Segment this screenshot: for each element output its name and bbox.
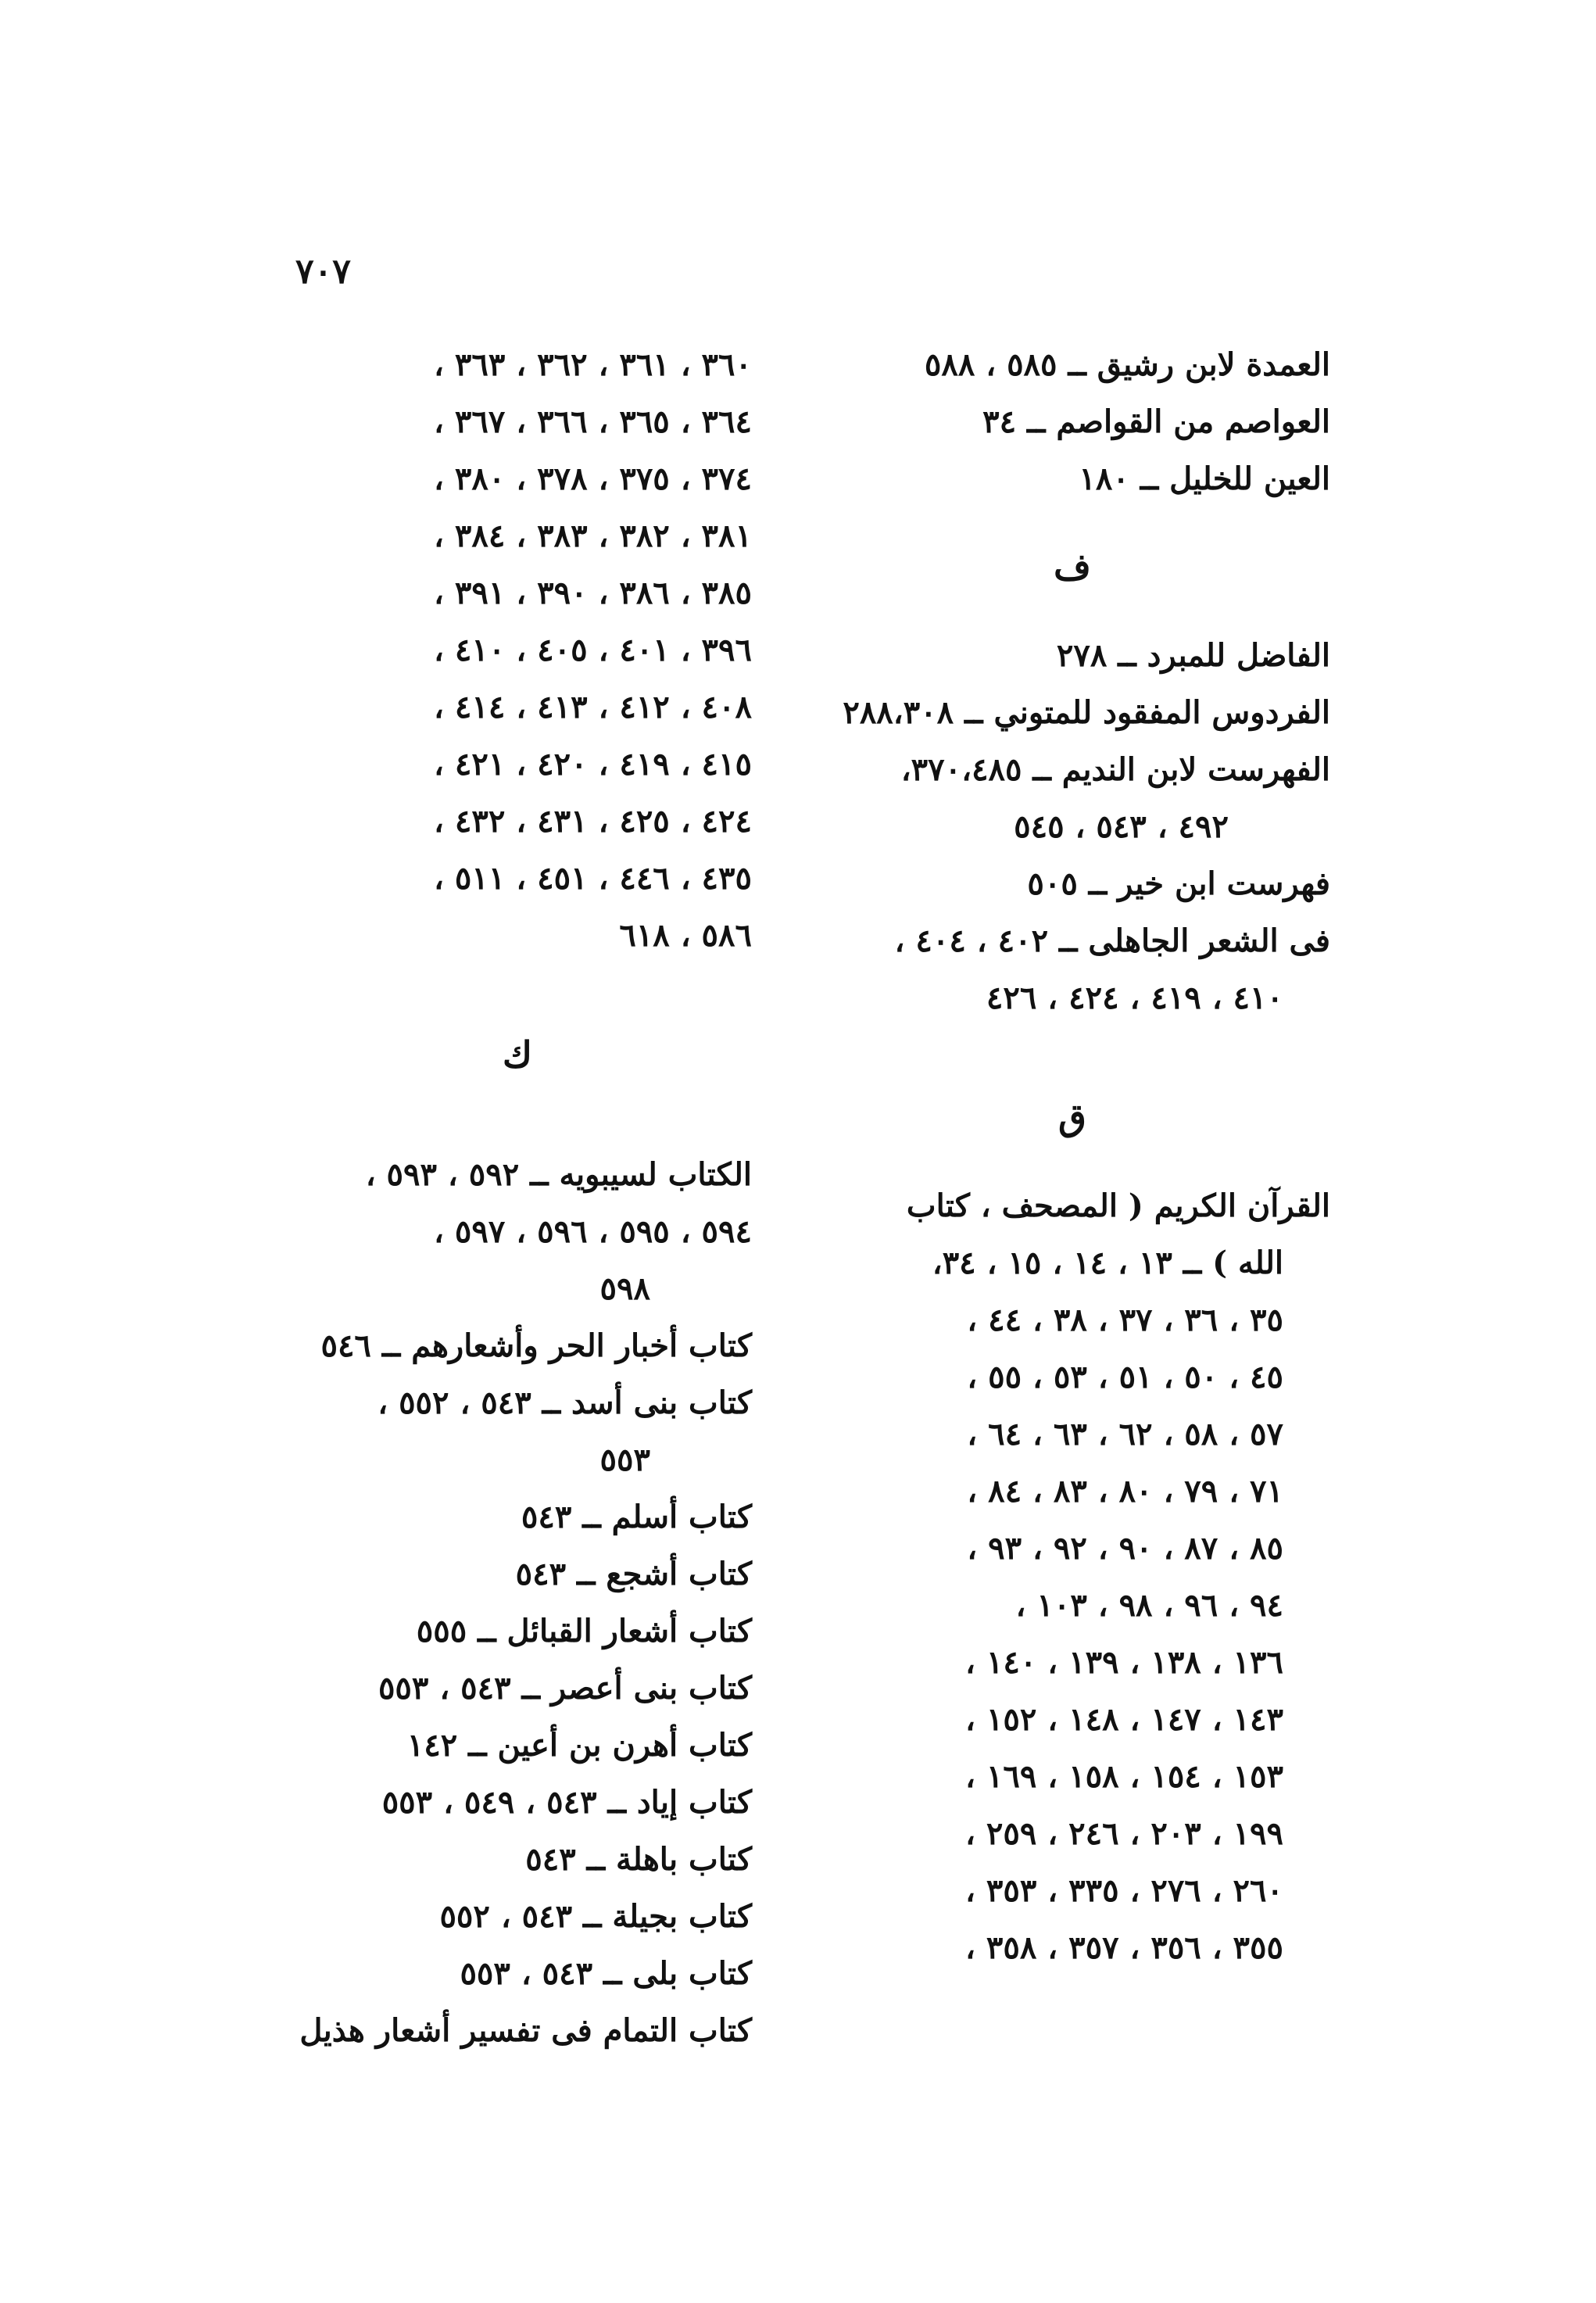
index-entry-continuation: ٣٩٦ ، ٤٠١ ، ٤٠٥ ، ٤١٠ ،: [434, 632, 752, 668]
index-entry-continuation: ٤٠٨ ، ٤١٢ ، ٤١٣ ، ٤١٤ ،: [434, 689, 752, 725]
index-entry: فى الشعر الجاهلى ــ ٤٠٢ ، ٤٠٤ ،: [894, 922, 1330, 959]
index-entry-continuation: ٥٧ ، ٥٨ ، ٦٢ ، ٦٣ ، ٦٤ ،: [967, 1416, 1283, 1452]
index-entry: الفهرست لابن النديم ــ ٣٧٠،٤٨٥،: [900, 751, 1330, 788]
index-entry-continuation: ١٣٦ ، ١٣٨ ، ١٣٩ ، ١٤٠ ،: [965, 1644, 1283, 1681]
index-entry-continuation: ٥٥٣: [599, 1442, 650, 1478]
index-entry: كتاب بنى أعصر ــ ٥٤٣ ، ٥٥٣: [378, 1670, 752, 1707]
index-entry: الفاضل للمبرد ــ ٢٧٨: [1056, 637, 1330, 674]
index-entry-continuation: ١٥٣ ، ١٥٤ ، ١٥٨ ، ١٦٩ ،: [965, 1758, 1283, 1795]
section-heading-kaf: ك: [503, 1033, 532, 1076]
index-entry: كتاب إياد ــ ٥٤٣ ، ٥٤٩ ، ٥٥٣: [381, 1784, 752, 1821]
section-heading-qaf: ق: [1058, 1096, 1086, 1138]
index-entry: الكتاب لسيبويه ــ ٥٩٢ ، ٥٩٣ ،: [365, 1156, 752, 1193]
index-entry-continuation: ٥٩٨: [599, 1270, 650, 1307]
entries-numbers-continued: [283, 336, 752, 964]
index-entry: كتاب أسلم ــ ٥٤٣: [521, 1499, 752, 1535]
entries-qaf: [814, 1177, 1330, 1976]
entries-kaf: [283, 1146, 752, 2059]
entries-ain: [814, 336, 1330, 507]
index-entry-continuation: ٣٨٥ ، ٣٨٦ ، ٣٩٠ ، ٣٩١ ،: [434, 575, 752, 611]
page-number: ٧٠٧: [295, 252, 351, 292]
index-column-left: [283, 336, 752, 2059]
index-entry-continuation: ١٩٩ ، ٢٠٣ ، ٢٤٦ ، ٢٥٩ ،: [965, 1815, 1283, 1852]
index-entry-continuation: ٤١٠ ، ٤١٩ ، ٤٢٤ ، ٤٢٦: [986, 980, 1283, 1016]
index-entry-continuation: ٣٦٠ ، ٣٦١ ، ٣٦٢ ، ٣٦٣ ،: [434, 346, 752, 383]
index-entry-continuation: ٩٤ ، ٩٦ ، ٩٨ ، ١٠٣ ،: [1015, 1587, 1283, 1624]
index-entry: كتاب بنى أسد ــ ٥٤٣ ، ٥٥٢ ،: [378, 1384, 752, 1421]
index-entry: فهرست ابن خير ــ ٥٠٥: [1027, 865, 1330, 902]
index-entry: العمدة لابن رشيق ــ ٥٨٥ ، ٥٨٨: [924, 346, 1330, 383]
index-entry: العين للخليل ــ ١٨٠: [1079, 460, 1330, 497]
index-entry-continuation: ٢٦٠ ، ٢٧٦ ، ٣٣٥ ، ٣٥٣ ،: [965, 1872, 1283, 1909]
index-entry: الفردوس المفقود للمتوني ــ ٢٨٨،٣٠٨: [843, 694, 1330, 731]
index-entry-continuation: ٣٨١ ، ٣٨٢ ، ٣٨٣ ، ٣٨٤ ،: [434, 518, 752, 554]
index-entry-continuation: ٣٦٤ ، ٣٦٥ ، ٣٦٦ ، ٣٦٧ ،: [434, 403, 752, 440]
index-entry-continuation: ٤١٥ ، ٤١٩ ، ٤٢٠ ، ٤٢١ ،: [434, 746, 752, 783]
index-entry: كتاب أشجع ــ ٥٤٣: [515, 1556, 752, 1592]
index-entry-continuation: ٣٥٥ ، ٣٥٦ ، ٣٥٧ ، ٣٥٨ ،: [965, 1929, 1283, 1966]
index-entry-continuation: الله ) ــ ١٣ ، ١٤ ، ١٥ ، ٣٤،: [932, 1245, 1283, 1281]
index-entry: كتاب بلى ــ ٥٤٣ ، ٥٥٣: [460, 1955, 752, 1992]
index-entry: كتاب التمام فى تفسير أشعار هذيل: [299, 2012, 752, 2049]
section-heading-fa: ف: [1054, 546, 1091, 588]
index-entry: كتاب بجيلة ــ ٥٤٣ ، ٥٥٢: [439, 1898, 752, 1935]
index-entry: كتاب أخبار الحر وأشعارهم ــ ٥٤٦: [320, 1327, 752, 1364]
index-entry: كتاب أهرن بن أعين ــ ١٤٢: [406, 1727, 752, 1764]
entries-fa: [814, 627, 1330, 1026]
index-entry: العواصم من القواصم ــ ٣٤: [982, 403, 1330, 440]
index-entry: القرآن الكريم ( المصحف ، كتاب: [906, 1187, 1330, 1224]
index-entry-continuation: ٥٨٦ ، ٦١٨: [619, 917, 752, 954]
index-entry-continuation: ١٤٣ ، ١٤٧ ، ١٤٨ ، ١٥٢ ،: [965, 1701, 1283, 1738]
index-entry-continuation: ٣٥ ، ٣٦ ، ٣٧ ، ٣٨ ، ٤٤ ،: [967, 1302, 1283, 1338]
index-entry-continuation: ٤٣٥ ، ٤٤٦ ، ٤٥١ ، ٥١١ ،: [434, 860, 752, 897]
index-entry-continuation: ٧١ ، ٧٩ ، ٨٠ ، ٨٣ ، ٨٤ ،: [967, 1473, 1283, 1510]
index-entry-continuation: ٥٩٤ ، ٥٩٥ ، ٥٩٦ ، ٥٩٧ ،: [434, 1213, 752, 1250]
index-entry-continuation: ٤٥ ، ٥٠ ، ٥١ ، ٥٣ ، ٥٥ ،: [967, 1359, 1283, 1395]
index-column-right: [814, 336, 1330, 1976]
index-entry: كتاب باهلة ــ ٥٤٣: [525, 1841, 752, 1878]
index-entry-continuation: ٣٧٤ ، ٣٧٥ ، ٣٧٨ ، ٣٨٠ ،: [434, 460, 752, 497]
index-entry-continuation: ٤٢٤ ، ٤٢٥ ، ٤٣١ ، ٤٣٢ ،: [434, 803, 752, 840]
index-entry-continuation: ٨٥ ، ٨٧ ، ٩٠ ، ٩٢ ، ٩٣ ،: [967, 1530, 1283, 1567]
index-entry: كتاب أشعار القبائل ــ ٥٥٥: [416, 1613, 752, 1649]
index-entry-continuation: ٤٩٢ ، ٥٤٣ ، ٥٤٥: [1014, 808, 1229, 845]
